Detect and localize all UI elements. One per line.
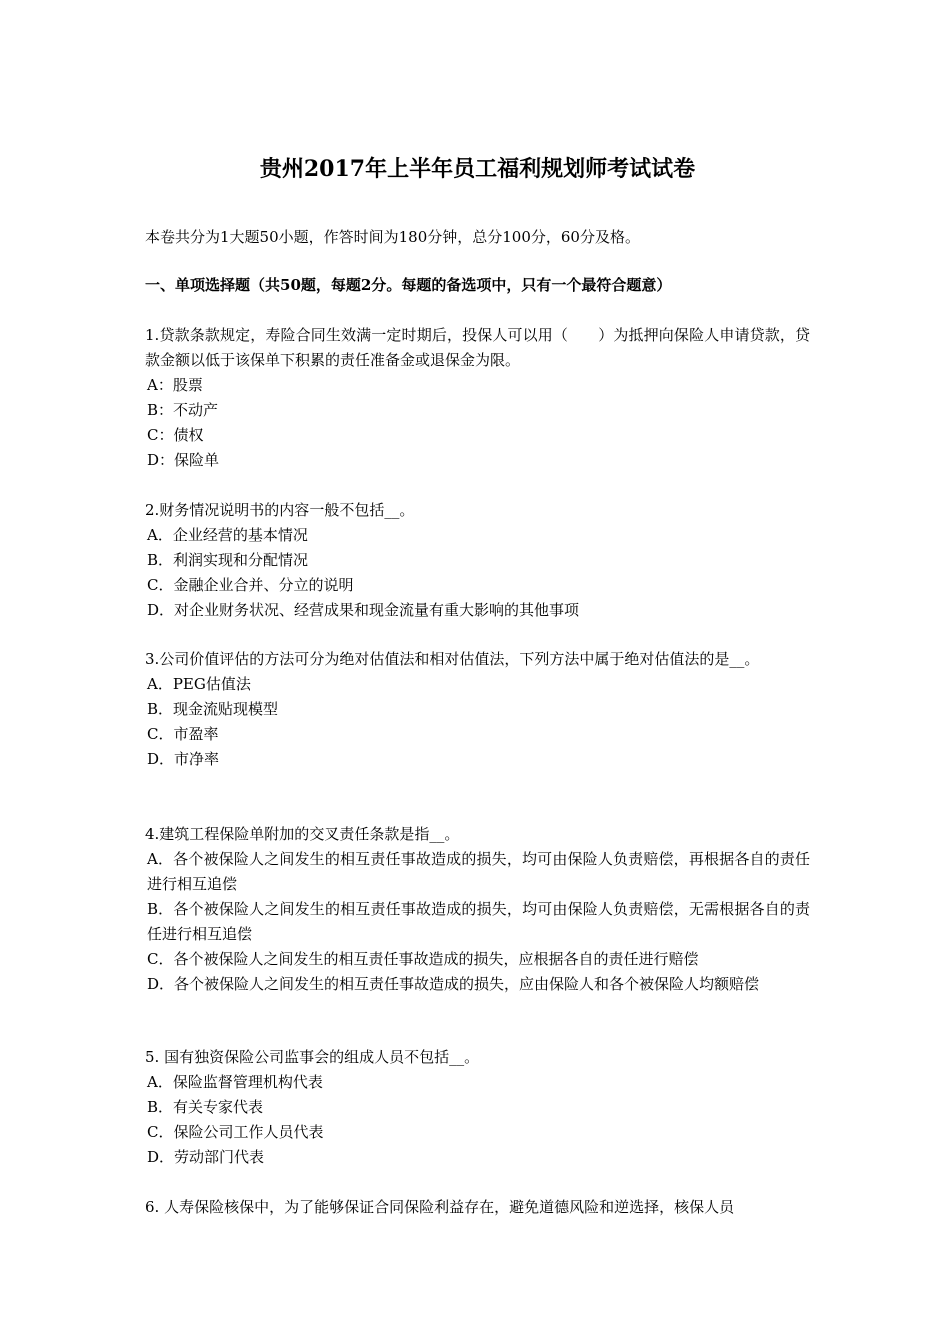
option-b: B．现金流贴现模型: [147, 700, 279, 718]
option-b: B．各个被保险人之间发生的相互责任事故造成的损失，均可由保险人负责赔偿，无需根据各自的责任进行相互追偿: [147, 900, 810, 943]
option-b: B．利润实现和分配情况: [147, 551, 309, 569]
option-a: A：股票: [147, 376, 203, 394]
question-5: [145, 1045, 810, 1170]
option-c: C．保险公司工作人员代表: [147, 1123, 324, 1141]
question-3: [145, 647, 810, 772]
option-d: D．对企业财务状况、经营成果和现金流量有重大影响的其他事项: [147, 601, 580, 619]
option-b: B．有关专家代表: [147, 1098, 264, 1116]
option-list: [145, 373, 810, 473]
question-6: [145, 1195, 810, 1220]
question-stem: 1.贷款条款规定，寿险合同生效满一定时期后，投保人可以用（ ）为抵押向保险人申请贷款，贷款金额以低于该保单下积累的责任准备金或退保金为限。: [145, 326, 810, 369]
question-2: [145, 498, 810, 623]
question-stem: 2.财务情况说明书的内容一般不包括__。: [145, 501, 415, 519]
option-c: C．各个被保险人之间发生的相互责任事故造成的损失，应根据各自的责任进行赔偿: [147, 950, 699, 968]
exam-intro: 本卷共分为1大题50小题，作答时间为180分钟，总分100分，60分及格。: [145, 228, 640, 246]
option-d: D．劳动部门代表: [147, 1148, 265, 1166]
option-a: A．PEG估值法: [147, 675, 251, 693]
option-c: C：债权: [147, 426, 204, 444]
question-stem: 5. 国有独资保险公司监事会的组成人员不包括__。: [145, 1048, 480, 1066]
question-stem: 6. 人寿保险核保中，为了能够保证合同保险利益存在，避免道德风险和逆选择，核保人员: [145, 1198, 735, 1216]
question-4: [145, 822, 810, 997]
option-c: C．市盈率: [147, 725, 219, 743]
option-d: D．各个被保险人之间发生的相互责任事故造成的损失，应由保险人和各个被保险人均额赔偿: [147, 975, 760, 993]
document-title: 贵州2017年上半年员工福利规划师考试试卷: [259, 156, 696, 182]
option-d: D．市净率: [147, 750, 220, 768]
option-list: [145, 523, 810, 623]
question-1: [145, 323, 810, 473]
option-list: [145, 1070, 810, 1170]
option-list: [145, 847, 810, 997]
question-stem: 3.公司价值评估的方法可分为绝对估值法和相对估值法，下列方法中属于绝对估值法的是__。: [145, 650, 760, 668]
option-c: C．金融企业合并、分立的说明: [147, 576, 354, 594]
option-a: A．保险监督管理机构代表: [147, 1073, 323, 1091]
option-b: B：不动产: [147, 401, 219, 419]
option-list: [145, 672, 810, 772]
question-stem: 4.建筑工程保险单附加的交叉责任条款是指__。: [145, 825, 460, 843]
option-a: A．各个被保险人之间发生的相互责任事故造成的损失，均可由保险人负责赔偿，再根据各自的责任进行相互追偿: [147, 850, 810, 893]
option-d: D：保险单: [147, 451, 220, 469]
section-heading: 一、单项选择题（共50题，每题2分。每题的备选项中，只有一个最符合题意）: [145, 276, 672, 294]
option-a: A．企业经营的基本情况: [147, 526, 308, 544]
